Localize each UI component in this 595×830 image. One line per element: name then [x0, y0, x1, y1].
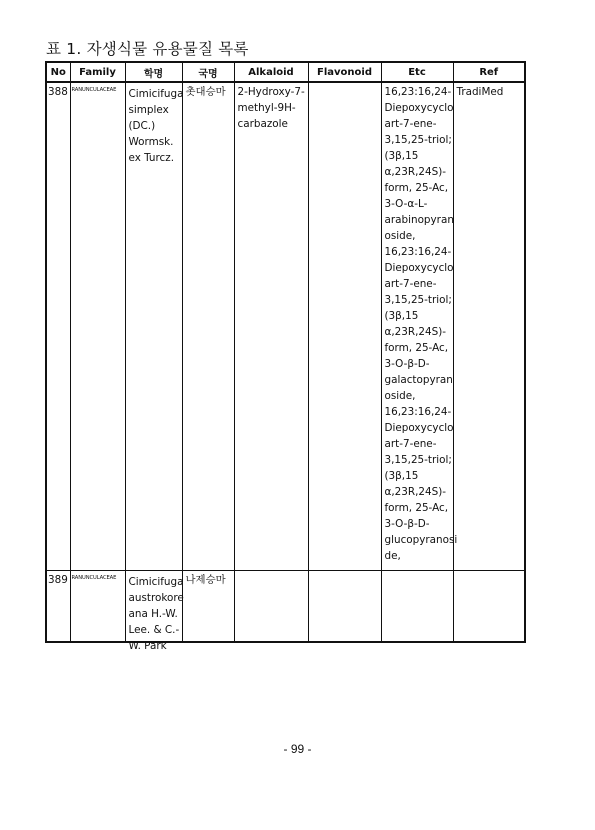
- header-korean-name: 국명: [182, 62, 234, 82]
- scientific-name-line: simplex: [128, 104, 169, 116]
- etc-line: 3,15,25-triol;: [384, 134, 452, 146]
- etc-line: form, 25-Ac,: [384, 342, 449, 354]
- etc-line: glucopyranosi: [384, 534, 458, 546]
- header-scientific-name: 학명: [125, 62, 182, 82]
- scientific-name-line: (DC.): [128, 120, 156, 132]
- scientific-name-line: austrokore: [128, 591, 184, 604]
- etc-line: oside,: [384, 390, 416, 402]
- cell-korean-name: 촛대승마: [182, 82, 234, 570]
- etc-line: art-7-ene-: [384, 278, 437, 290]
- table-row: [46, 570, 525, 642]
- etc-line: form, 25-Ac,: [384, 502, 449, 514]
- cell-flavonoid: [308, 570, 381, 642]
- etc-line: 3-O-β-D-: [384, 518, 430, 530]
- etc-line: (3β,15: [384, 310, 419, 322]
- alkaloid-line: 2-Hydroxy-7-: [237, 86, 305, 98]
- cell-flavonoid: [308, 82, 381, 570]
- scientific-name-line: ex Turcz.: [128, 152, 175, 164]
- etc-line: 16,23:16,24-: [384, 246, 452, 258]
- header-row: [46, 62, 525, 82]
- etc-line: Diepoxycyclo: [384, 102, 454, 114]
- etc-line: 3-O-α-L-: [384, 198, 428, 210]
- etc-line: 16,23:16,24-: [384, 406, 452, 418]
- etc-line: oside,: [384, 230, 416, 242]
- cell-ref: [453, 570, 525, 642]
- cell-no: 388: [46, 82, 70, 570]
- etc-line: 3,15,25-triol;: [384, 454, 452, 466]
- etc-line: de,: [384, 550, 401, 562]
- etc-line: 3,15,25-triol;: [384, 294, 452, 306]
- cell-family: RANUNCULACEAE: [70, 570, 125, 642]
- scientific-name-line: W. Park: [128, 639, 167, 652]
- page-number: - 99 -: [283, 742, 312, 756]
- cell-alkaloid: [234, 570, 308, 642]
- scientific-name-line: ana H.-W.: [128, 607, 178, 620]
- header-ref: Ref: [453, 62, 525, 82]
- scientific-name-line: Cimicifuga: [128, 575, 184, 588]
- scientific-name-clip: [128, 574, 184, 652]
- etc-line: Diepoxycyclo: [384, 262, 454, 274]
- header-no: No: [46, 62, 70, 82]
- etc-line: galactopyran: [384, 374, 453, 386]
- useful-substances-table: [45, 61, 526, 652]
- etc-line: α,23R,24S)-: [384, 326, 447, 338]
- cell-etc: [381, 570, 453, 642]
- etc-line: α,23R,24S)-: [384, 486, 447, 498]
- alkaloid-line: carbazole: [237, 118, 288, 130]
- etc-line: α,23R,24S)-: [384, 166, 447, 178]
- etc-line: Diepoxycyclo: [384, 422, 454, 434]
- alkaloid-line: methyl-9H-: [237, 102, 296, 114]
- scientific-name-line: Wormsk.: [128, 136, 174, 148]
- etc-line: art-7-ene-: [384, 118, 437, 130]
- header-flavonoid: Flavonoid: [308, 62, 381, 82]
- etc-line: 3-O-β-D-: [384, 358, 430, 370]
- header-etc: Etc: [381, 62, 453, 82]
- cell-scientific-name: [125, 570, 184, 652]
- etc-line: (3β,15: [384, 470, 419, 482]
- cell-scientific-name: [125, 82, 182, 570]
- etc-line: 16,23:16,24-: [384, 86, 452, 98]
- cell-alkaloid: [234, 82, 308, 570]
- scientific-name-line: Cimicifuga: [128, 88, 184, 100]
- cell-korean-name: 나제승마: [182, 570, 234, 642]
- cell-no: 389: [46, 570, 70, 642]
- etc-line: arabinopyran: [384, 214, 454, 226]
- cell-ref: TradiMed: [453, 82, 525, 570]
- etc-line: form, 25-Ac,: [384, 182, 449, 194]
- scientific-name-line: Lee. & C.-: [128, 623, 180, 636]
- cell-etc: [381, 82, 458, 570]
- table-title: 표 1. 자생식물 유용물질 목록: [46, 40, 249, 58]
- table-row: [46, 82, 525, 570]
- cell-family: RANUNCULACEAE: [70, 82, 125, 570]
- etc-line: art-7-ene-: [384, 438, 437, 450]
- header-alkaloid: Alkaloid: [234, 62, 308, 82]
- etc-line: (3β,15: [384, 150, 419, 162]
- header-family: Family: [70, 62, 125, 82]
